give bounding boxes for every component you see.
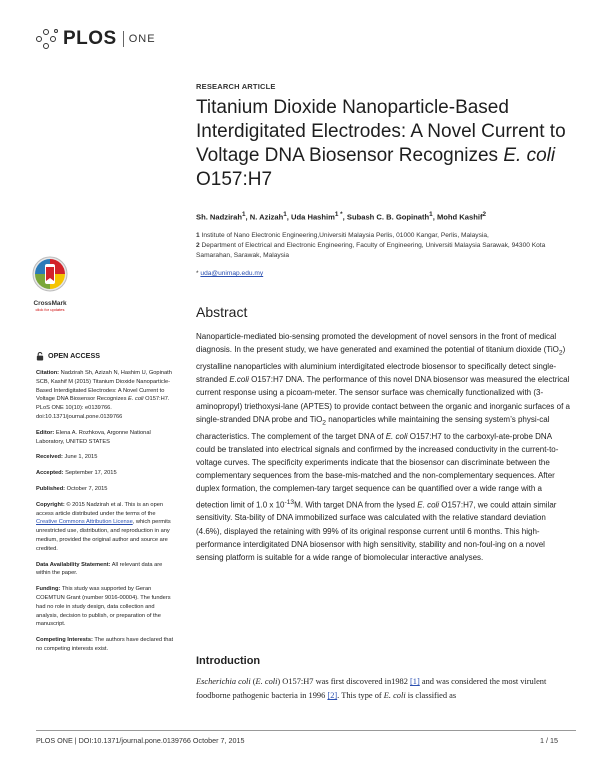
funding-block [36, 585, 176, 629]
abstract-italic: E. coli [417, 500, 440, 510]
copyright-text: © 2015 Nadzirah et al. This is an open access article distributed under the terms of the [36, 501, 164, 517]
introduction-body [196, 675, 570, 703]
author-sup: 1 [283, 211, 287, 218]
received-label: Received: [36, 454, 63, 461]
title-line: Interdigitated Electrodes: A Novel Current to [196, 121, 566, 142]
abstract-text: Nanoparticle-mediated bio-sensing promoted the development of novel sensors in the front of medical diagnosis. In the present study, we have generated and examined the potential of titanium dioxide (TiO [196, 332, 559, 355]
received-date: June 1, 2015 [64, 454, 98, 461]
citation-italic: E. coli [128, 396, 144, 403]
intro-italic: Escherichia coli [196, 677, 251, 686]
intro-text: ) O157:H7 was first discovered in1982 [277, 677, 411, 686]
editor-label: Editor: [36, 429, 55, 436]
plos-one-logo[interactable] [36, 28, 156, 50]
funding-label: Funding: [36, 586, 61, 593]
author-list: Sh. Nadzirah$^1$, N. Azizah$^1$, Uda Hashim$^{1 *}$, Subash C. B. Gopinath$^1$, Mohd Kashif$^2$ [196, 211, 487, 222]
email-link[interactable]: uda@unimap.edu.my [200, 270, 264, 277]
author[interactable]: Subash C. B. Gopinath [346, 212, 430, 222]
page-number: 1 / 15 [540, 736, 558, 745]
subscript: 2 [558, 349, 563, 357]
author[interactable]: Sh. Nadzirah [196, 212, 242, 222]
affiliation-number: 2 [196, 242, 200, 249]
affiliation-text: Department of Electrical and Electronic Engineering, Faculty of Engineering, Universiti Malaysia Sarawak, 94300 Kota Samarahan, Sarawak, Malaysia [196, 242, 546, 259]
crossmark-icon [30, 255, 70, 293]
abstract-body [196, 330, 570, 564]
citation-label: Citation: [36, 370, 60, 376]
affiliations [196, 231, 576, 261]
author-sup: 2 [482, 211, 487, 218]
abstract-text: O157:H7, we could attain similar sensitivity. Sta-bility of DNA immobilized surface was calculated with the relative standard deviation (4.6%), displayed the retaining with 99% of its original response current until 6 months. This high-performance interdigitated DNA biosensor with high sensitivity, stability and non-foul-ing on a novel sensing platform is suitable for a wide range of biomolecular interactive analyses. [196, 500, 557, 563]
abstract-text: O157:H7 to the carboxyl-ate-probe DNA could be translated into electrical signals and confirmed by the increased conductivity in the current-to-voltage curves. The specificity experiments indicate that the biosensor can discriminate between the complementary sequences from the base-mis-matched and the non-complementary sequences. After duplex formation, the complemen-tary target sequence can be quantified over a wide range with a detection limit of 1.0 x 10 [196, 431, 559, 510]
copyright-block [36, 501, 176, 554]
data-availability-label: Data Availability Statement: [36, 561, 111, 568]
title-line [196, 144, 576, 168]
citation-text: Nadzirah Sh, Azizah N, Hashim U, Gopinath SCB, Kashif M (2015) Titanium Dioxide Nanoparticle-Based Interdigitated Electrodes: A Novel Current to Voltage DNA Biosensor Recognizes [36, 370, 172, 403]
abstract-text: M. With target DNA from the lysed [294, 500, 418, 510]
intro-italic: E. coli [383, 691, 406, 700]
editor-text: Elena A. Rozhkova, Argonne National Laboratory, UNITED STATES [36, 429, 151, 445]
published-label: Published: [36, 485, 66, 492]
superscript: -13 [284, 498, 295, 506]
plos-dots-icon [36, 28, 60, 50]
title-text: Voltage DNA Biosensor Recognizes [196, 145, 504, 166]
competing-interests-block [36, 636, 176, 654]
intro-text: ( [250, 677, 256, 686]
abstract-text: nanoparticles while maintaining the sensing system’s physi-cal characteristics. The complement of the target DNA of [196, 414, 550, 441]
affiliation-number: 1 [196, 232, 200, 239]
competing-text: The authors have declared that no competing interests exist. [36, 637, 174, 652]
affiliation-text: Institute of Nano Electronic Engineering,Universiti Malaysia Perlis, 01000 Kangar, Perlis, Malaysia, [201, 232, 489, 239]
author-sup: 1 [429, 211, 433, 218]
reference-link[interactable]: [2] [327, 691, 338, 700]
funding-text: This study was supported by Geran COEMTUN Grant (number 9016-00004). The funders had no role in study design, data collection and analysis, decision to publish, or preparation of the manuscript. [36, 586, 171, 628]
title-italic: E. coli [503, 145, 556, 166]
introduction-heading: Introduction [196, 655, 261, 667]
crossmark-badge[interactable] [30, 255, 70, 312]
data-availability-text: All relevant data are within the paper. [36, 561, 163, 577]
abstract-italic: E.coli [229, 375, 249, 385]
intro-text: and was considered the most virulent foodborne pathogenic bacteria in 1996 [196, 677, 547, 700]
footer-citation: PLOS ONE | DOI:10.1371/journal.pone.0139766 October 7, 2015 [36, 736, 245, 745]
author-sup: 1 [242, 211, 246, 218]
abstract-text: O157:H7 DNA. The performance of this novel DNA biosensor was measured the electrical current response using a picoam-meter. The sensor surface was chemically functionalized with (3-aminopropyl) triethoxysi-lane (APTES) to provide contact between the organic and inorganic surfaces of a single-stranded DNA probe and TiO [196, 375, 570, 424]
crossmark-label: CrossMark [33, 300, 67, 307]
open-access-label: OPEN ACCESS [48, 351, 101, 361]
article-sidebar [36, 352, 176, 661]
intro-text: . This type of [337, 691, 384, 700]
logo-divider [123, 31, 124, 47]
author[interactable]: Uda Hashim [291, 212, 335, 222]
competing-label: Competing Interests: [36, 637, 93, 644]
citation-block [36, 369, 176, 422]
citation-text: O157:H7. PLoS ONE 10(10): e0139766. doi:10.1371/journal.pone.0139766 [36, 396, 170, 420]
affiliation [196, 241, 576, 261]
reference-link[interactable]: [1] [410, 677, 420, 686]
intro-text: is classified as [405, 691, 457, 700]
open-lock-icon [36, 352, 44, 361]
abstract-text: ) crystalline nanoparticles with aluminium interdigitated electrode biosensor to specifically detect single-stranded [196, 345, 566, 385]
license-link[interactable]: Creative Commons Attribution License [36, 519, 133, 526]
affiliation [196, 231, 576, 241]
article-title [196, 96, 576, 192]
received-block [36, 453, 176, 462]
accepted-date: September 17, 2015 [65, 470, 117, 477]
author[interactable]: Mohd Kashif [436, 212, 483, 222]
accepted-block [36, 469, 176, 478]
title-line: Titanium Dioxide Nanoparticle-Based [196, 97, 509, 118]
crossmark-sub: click for updates [35, 307, 65, 312]
author-sup: 1 * [334, 211, 343, 218]
intro-italic: E. coli [255, 677, 278, 686]
corresponding-email [196, 270, 263, 277]
open-access [36, 352, 176, 361]
article-type: RESEARCH ARTICLE [196, 82, 276, 91]
copyright-text: , which permits unrestricted use, distribution, and reproduction in any medium, provided the original author and source are credited. [36, 519, 171, 552]
copyright-label: Copyright: [36, 501, 65, 508]
abstract-italic: E. coli [385, 431, 408, 441]
subscript: 2 [322, 419, 326, 427]
published-block [36, 485, 176, 494]
accepted-label: Accepted: [36, 470, 64, 477]
footer-divider [36, 730, 576, 731]
logo-word: PLOS [63, 28, 117, 49]
abstract-heading: Abstract [196, 304, 248, 320]
asterisk: * [196, 270, 201, 277]
author[interactable]: N. Azizah [249, 212, 284, 222]
published-date: October 7, 2015 [66, 485, 108, 492]
editor-block [36, 429, 176, 447]
logo-journal: ONE [128, 33, 156, 45]
title-line: O157:H7 [196, 169, 273, 190]
data-availability-block [36, 561, 176, 579]
